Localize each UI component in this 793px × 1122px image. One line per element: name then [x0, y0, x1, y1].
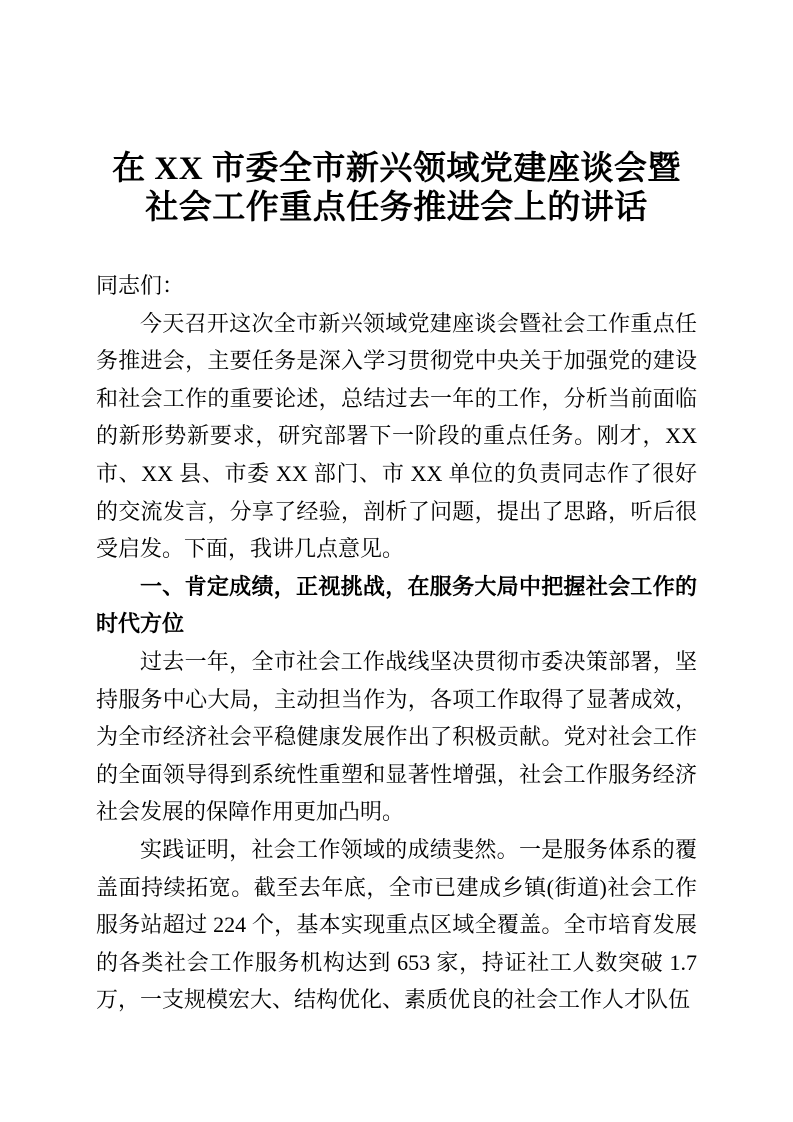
paragraph-practice-results: 实践证明，社会工作领域的成绩斐然。一是服务体系的覆盖面持续拓宽。截至去年底，全市已建成乡镇(街道)社会工作服务站超过 224 个，基本实现重点区域全覆盖。全市培育发展的各类社会工作服务机构达到 653 家，持证社工人数突破 1.7 万，一支规模宏大、结构优化、素质优良的社会工作人才队伍: [96, 836, 697, 1013]
document-title: 在 XX 市委全市新兴领域党建座谈会暨社会工作重点任务推进会上的讲话: [112, 151, 681, 226]
document-content: [96, 150, 697, 1019]
salutation: 同志们：: [96, 273, 185, 298]
paragraph-opening: 今天召开这次全市新兴领域党建座谈会暨社会工作重点任务推进会，主要任务是深入学习贯彻党中央关于加强党的建设和社会工作的重要论述，总结过去一年的工作，分析当前面临的新形势新要求，研究部署下一阶段的重点任务。刚才，XX 市、XX 县、市委 XX 部门、市 XX 单位的负责同志作了很好的交流发言，分享了经验，剖析了问题，提出了思路，听后很受启发。下面，我讲几点意见。: [96, 310, 697, 562]
document-body: [96, 267, 697, 1019]
paragraph-achievements: 过去一年，全市社会工作战线坚决贯彻市委决策部署，坚持服务中心大局，主动担当作为，各项工作取得了显著成效，为全市经济社会平稳健康发展作出了积极贡献。党对社会工作的全面领导得到系统性重塑和显著性增强，社会工作服务经济社会发展的保障作用更加凸明。: [96, 648, 697, 825]
section-heading-1: 一、肯定成绩，正视挑战，在服务大局中把握社会工作的时代方位: [96, 573, 697, 637]
